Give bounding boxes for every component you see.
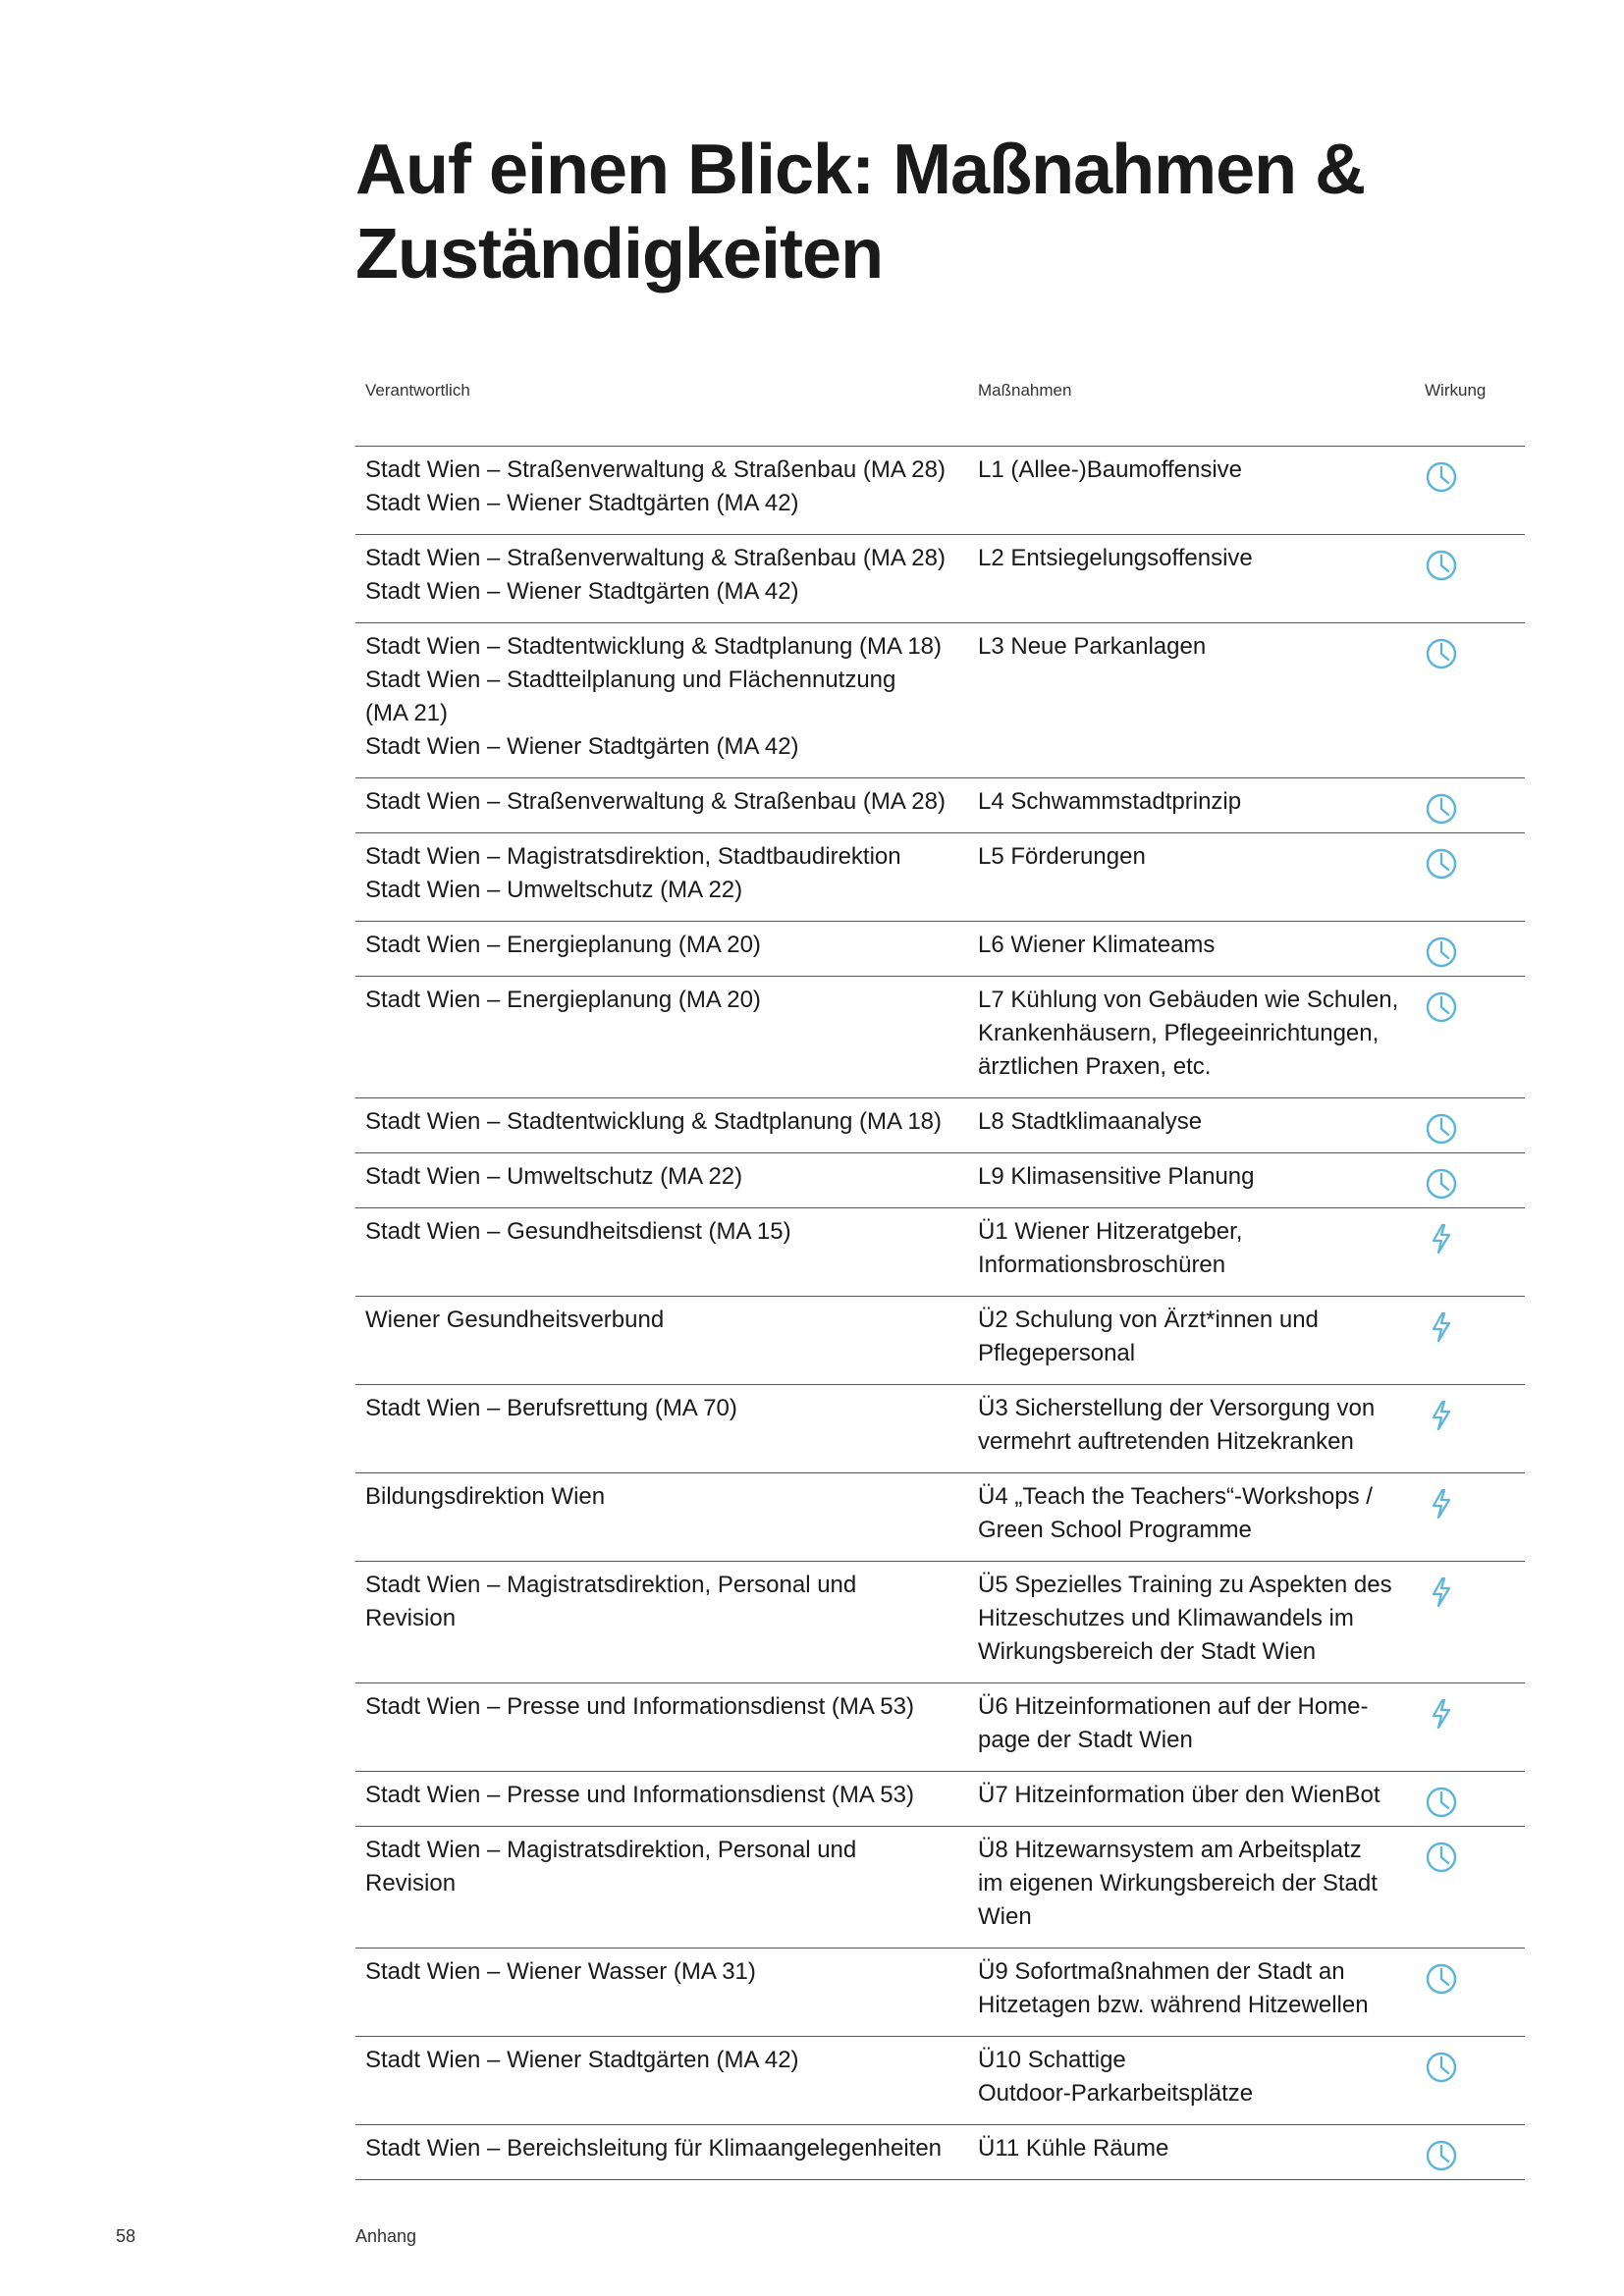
cell-wirkung: [1415, 922, 1525, 977]
table-row: [355, 778, 1525, 833]
lightning-icon: [1425, 1310, 1458, 1344]
responsible-line: Stadt Wien – Stadtteilplanung und Flächennutzung: [365, 667, 896, 693]
clock-icon: [1425, 460, 1458, 494]
table-row: [355, 1098, 1525, 1153]
cell-wirkung: [1415, 1385, 1525, 1473]
measure-line: Ü5 Spezielles Training zu Aspekten des: [978, 1572, 1392, 1598]
responsible-line: Stadt Wien – Magistratsdirektion, Personal und: [365, 1837, 857, 1863]
title-line-2: Zuständigkeiten: [355, 215, 884, 294]
clock-icon: [1425, 2139, 1458, 2172]
cell-massnahme: [968, 778, 1415, 833]
measure-line: Hitzeschutzes und Klimawandels im: [978, 1605, 1354, 1631]
cell-wirkung: [1415, 623, 1525, 778]
measure-line: Ü7 Hitzeinformation über den WienBot: [978, 1782, 1380, 1808]
measure-line: Ü3 Sicherstellung der Versorgung von: [978, 1395, 1376, 1421]
lightning-icon: [1425, 1697, 1458, 1731]
title-line-1: Auf einen Blick: Maßnahmen &: [355, 131, 1366, 209]
responsible-line: Stadt Wien – Straßenverwaltung & Straßenbau (MA 28): [365, 456, 946, 483]
cell-verantwortlich: [355, 1297, 968, 1385]
measure-line: L4 Schwammstadtprinzip: [978, 788, 1242, 815]
clock-icon: [1425, 549, 1458, 582]
responsible-line: Stadt Wien – Energieplanung (MA 20): [365, 987, 761, 1013]
page-number: 58: [116, 2226, 136, 2246]
measure-line: Ü10 Schattige: [978, 2047, 1126, 2073]
measure-line: Informationsbroschüren: [978, 1252, 1226, 1278]
cell-massnahme: [968, 535, 1415, 623]
cell-wirkung: [1415, 535, 1525, 623]
cell-wirkung: [1415, 1297, 1525, 1385]
responsible-line: Stadt Wien – Stadtentwicklung & Stadtplanung (MA 18): [365, 1108, 943, 1135]
lightning-icon: [1425, 1575, 1458, 1609]
measure-line: Ü11 Kühle Räume: [978, 2135, 1169, 2162]
responsible-line: Stadt Wien – Straßenverwaltung & Straßenbau (MA 28): [365, 788, 946, 815]
lightning-icon: [1425, 1487, 1458, 1521]
cell-massnahme: [968, 1098, 1415, 1153]
cell-massnahme: [968, 1208, 1415, 1297]
cell-wirkung: [1415, 447, 1525, 535]
responsible-line: (MA 21): [365, 700, 449, 726]
table-row: [355, 1208, 1525, 1297]
cell-massnahme: [968, 1772, 1415, 1827]
table-row: [355, 1949, 1525, 2037]
cell-verantwortlich: [355, 1473, 968, 1562]
section-label: Anhang: [355, 2226, 417, 2246]
cell-wirkung: [1415, 1153, 1525, 1208]
responsible-line: Stadt Wien – Bereichsleitung für Klimaangelegenheiten: [365, 2135, 943, 2162]
cell-wirkung: [1415, 833, 1525, 922]
cell-verantwortlich: [355, 1827, 968, 1949]
cell-verantwortlich: [355, 1562, 968, 1683]
measure-line: vermehrt auftretenden Hitzekranken: [978, 1428, 1354, 1455]
cell-wirkung: [1415, 2037, 1525, 2125]
measure-line: Hitzetagen bzw. während Hitzewellen: [978, 1992, 1369, 2018]
cell-wirkung: [1415, 778, 1525, 833]
table-row: [355, 1772, 1525, 1827]
cell-massnahme: [968, 2037, 1415, 2125]
responsible-line: Wiener Gesundheitsverbund: [365, 1307, 665, 1333]
table-row: [355, 1153, 1525, 1208]
responsible-line: Revision: [365, 1605, 457, 1631]
table-row: [355, 447, 1525, 535]
measure-line: L7 Kühlung von Gebäuden wie Schulen,: [978, 987, 1399, 1013]
responsible-line: Stadt Wien – Presse und Informationsdienst (MA 53): [365, 1782, 914, 1808]
table-row: [355, 833, 1525, 922]
measure-line: Wirkungsbereich der Stadt Wien: [978, 1638, 1317, 1665]
cell-massnahme: [968, 833, 1415, 922]
clock-icon: [1425, 935, 1458, 969]
cell-wirkung: [1415, 1098, 1525, 1153]
table-row: [355, 1385, 1525, 1473]
measure-line: L3 Neue Parkanlagen: [978, 633, 1207, 660]
table-row: [355, 1473, 1525, 1562]
table-row: [355, 1827, 1525, 1949]
measure-line: Green School Programme: [978, 1517, 1252, 1543]
cell-massnahme: [968, 922, 1415, 977]
responsible-line: Stadt Wien – Gesundheitsdienst (MA 15): [365, 1218, 791, 1245]
clock-icon: [1425, 1167, 1458, 1201]
measure-line: ärztlichen Praxen, etc.: [978, 1053, 1212, 1080]
cell-wirkung: [1415, 977, 1525, 1098]
cell-verantwortlich: [355, 977, 968, 1098]
clock-icon: [1425, 1112, 1458, 1146]
measure-line: Ü4 „Teach the Teachers“-Workshops /: [978, 1483, 1373, 1510]
clock-icon: [1425, 1841, 1458, 1874]
cell-massnahme: [968, 977, 1415, 1098]
cell-verantwortlich: [355, 1153, 968, 1208]
clock-icon: [1425, 847, 1458, 881]
measure-line: Pflegepersonal: [978, 1340, 1136, 1366]
cell-massnahme: [968, 1153, 1415, 1208]
responsible-line: Stadt Wien – Energieplanung (MA 20): [365, 932, 761, 958]
cell-verantwortlich: [355, 447, 968, 535]
table-row: [355, 1683, 1525, 1772]
cell-verantwortlich: [355, 2125, 968, 2180]
table-body: [355, 447, 1525, 2180]
cell-verantwortlich: [355, 922, 968, 977]
cell-verantwortlich: [355, 1949, 968, 2037]
cell-massnahme: [968, 1473, 1415, 1562]
responsible-line: Stadt Wien – Berufsrettung (MA 70): [365, 1395, 737, 1421]
lightning-icon: [1425, 1399, 1458, 1432]
measure-line: L8 Stadtklimaanalyse: [978, 1108, 1203, 1135]
clock-icon: [1425, 2051, 1458, 2084]
cell-verantwortlich: [355, 833, 968, 922]
cell-massnahme: [968, 1297, 1415, 1385]
cell-massnahme: [968, 1562, 1415, 1683]
table-header-row: [355, 363, 1525, 447]
clock-icon: [1425, 792, 1458, 826]
table-row: [355, 623, 1525, 778]
measure-line: Ü9 Sofortmaßnahmen der Stadt an: [978, 1958, 1345, 1985]
lightning-icon: [1425, 1222, 1458, 1255]
cell-massnahme: [968, 623, 1415, 778]
cell-wirkung: [1415, 1772, 1525, 1827]
measure-line: Outdoor-Parkarbeitsplätze: [978, 2080, 1254, 2107]
responsible-line: Stadt Wien – Magistratsdirektion, Stadtbaudirektion: [365, 843, 901, 870]
cell-verantwortlich: [355, 1683, 968, 1772]
cell-verantwortlich: [355, 623, 968, 778]
page-title: [355, 128, 1534, 296]
table-row: [355, 2037, 1525, 2125]
responsible-line: Bildungsdirektion Wien: [365, 1483, 606, 1510]
responsible-line: Stadt Wien – Umweltschutz (MA 22): [365, 1163, 743, 1190]
measure-line: page der Stadt Wien: [978, 1727, 1193, 1753]
responsible-line: Stadt Wien – Straßenverwaltung & Straßenbau (MA 28): [365, 545, 946, 571]
measure-line: L9 Klimasensitive Planung: [978, 1163, 1255, 1190]
cell-wirkung: [1415, 1949, 1525, 2037]
cell-massnahme: [968, 1827, 1415, 1949]
cell-wirkung: [1415, 1827, 1525, 1949]
responsible-line: Stadt Wien – Wiener Wasser (MA 31): [365, 1958, 756, 1985]
measure-line: im eigenen Wirkungsbereich der Stadt: [978, 1870, 1378, 1896]
cell-wirkung: [1415, 1208, 1525, 1297]
measure-line: L5 Förderungen: [978, 843, 1146, 870]
measure-line: Krankenhäusern, Pflegeeinrichtungen,: [978, 1020, 1380, 1046]
cell-wirkung: [1415, 1683, 1525, 1772]
cell-verantwortlich: [355, 2037, 968, 2125]
responsible-line: Stadt Wien – Umweltschutz (MA 22): [365, 877, 743, 903]
cell-massnahme: [968, 1385, 1415, 1473]
cell-massnahme: [968, 1683, 1415, 1772]
clock-icon: [1425, 1962, 1458, 1996]
clock-icon: [1425, 990, 1458, 1024]
responsible-line: Stadt Wien – Wiener Stadtgärten (MA 42): [365, 2047, 799, 2073]
cell-massnahme: [968, 2125, 1415, 2180]
measure-line: L1 (Allee-)Baumoffensive: [978, 456, 1243, 483]
table-row: [355, 922, 1525, 977]
measure-line: L2 Entsiegelungsoffensive: [978, 545, 1253, 571]
cell-verantwortlich: [355, 778, 968, 833]
header-wirkung: Wirkung: [1415, 363, 1525, 447]
table-row: [355, 535, 1525, 623]
measure-line: Ü6 Hitzeinformationen auf der Home-: [978, 1693, 1369, 1720]
table-row: [355, 977, 1525, 1098]
cell-verantwortlich: [355, 1772, 968, 1827]
responsible-line: Stadt Wien – Wiener Stadtgärten (MA 42): [365, 578, 799, 605]
cell-verantwortlich: [355, 1098, 968, 1153]
measure-line: Ü8 Hitzewarnsystem am Arbeitsplatz: [978, 1837, 1362, 1863]
header-massnahmen: Maßnahmen: [968, 363, 1415, 447]
cell-verantwortlich: [355, 535, 968, 623]
responsible-line: Stadt Wien – Magistratsdirektion, Personal und: [365, 1572, 857, 1598]
measure-line: L6 Wiener Klimateams: [978, 932, 1216, 958]
responsible-line: Stadt Wien – Stadtentwicklung & Stadtplanung (MA 18): [365, 633, 943, 660]
header-verantwortlich: Verantwortlich: [355, 363, 968, 447]
measures-table: [355, 363, 1525, 2180]
responsible-line: Stadt Wien – Wiener Stadtgärten (MA 42): [365, 490, 799, 516]
clock-icon: [1425, 637, 1458, 670]
responsible-line: Stadt Wien – Wiener Stadtgärten (MA 42): [365, 733, 799, 760]
responsible-line: Revision: [365, 1870, 457, 1896]
responsible-line: Stadt Wien – Presse und Informationsdienst (MA 53): [365, 1693, 914, 1720]
cell-verantwortlich: [355, 1208, 968, 1297]
measure-line: Ü2 Schulung von Ärzt*innen und: [978, 1307, 1319, 1333]
cell-massnahme: [968, 1949, 1415, 2037]
table-row: [355, 1562, 1525, 1683]
clock-icon: [1425, 1786, 1458, 1819]
cell-verantwortlich: [355, 1385, 968, 1473]
table-row: [355, 1297, 1525, 1385]
measure-line: Wien: [978, 1903, 1032, 1930]
measure-line: Ü1 Wiener Hitzeratgeber,: [978, 1218, 1243, 1245]
cell-massnahme: [968, 447, 1415, 535]
cell-wirkung: [1415, 1473, 1525, 1562]
table-row: [355, 2125, 1525, 2180]
cell-wirkung: [1415, 2125, 1525, 2180]
cell-wirkung: [1415, 1562, 1525, 1683]
